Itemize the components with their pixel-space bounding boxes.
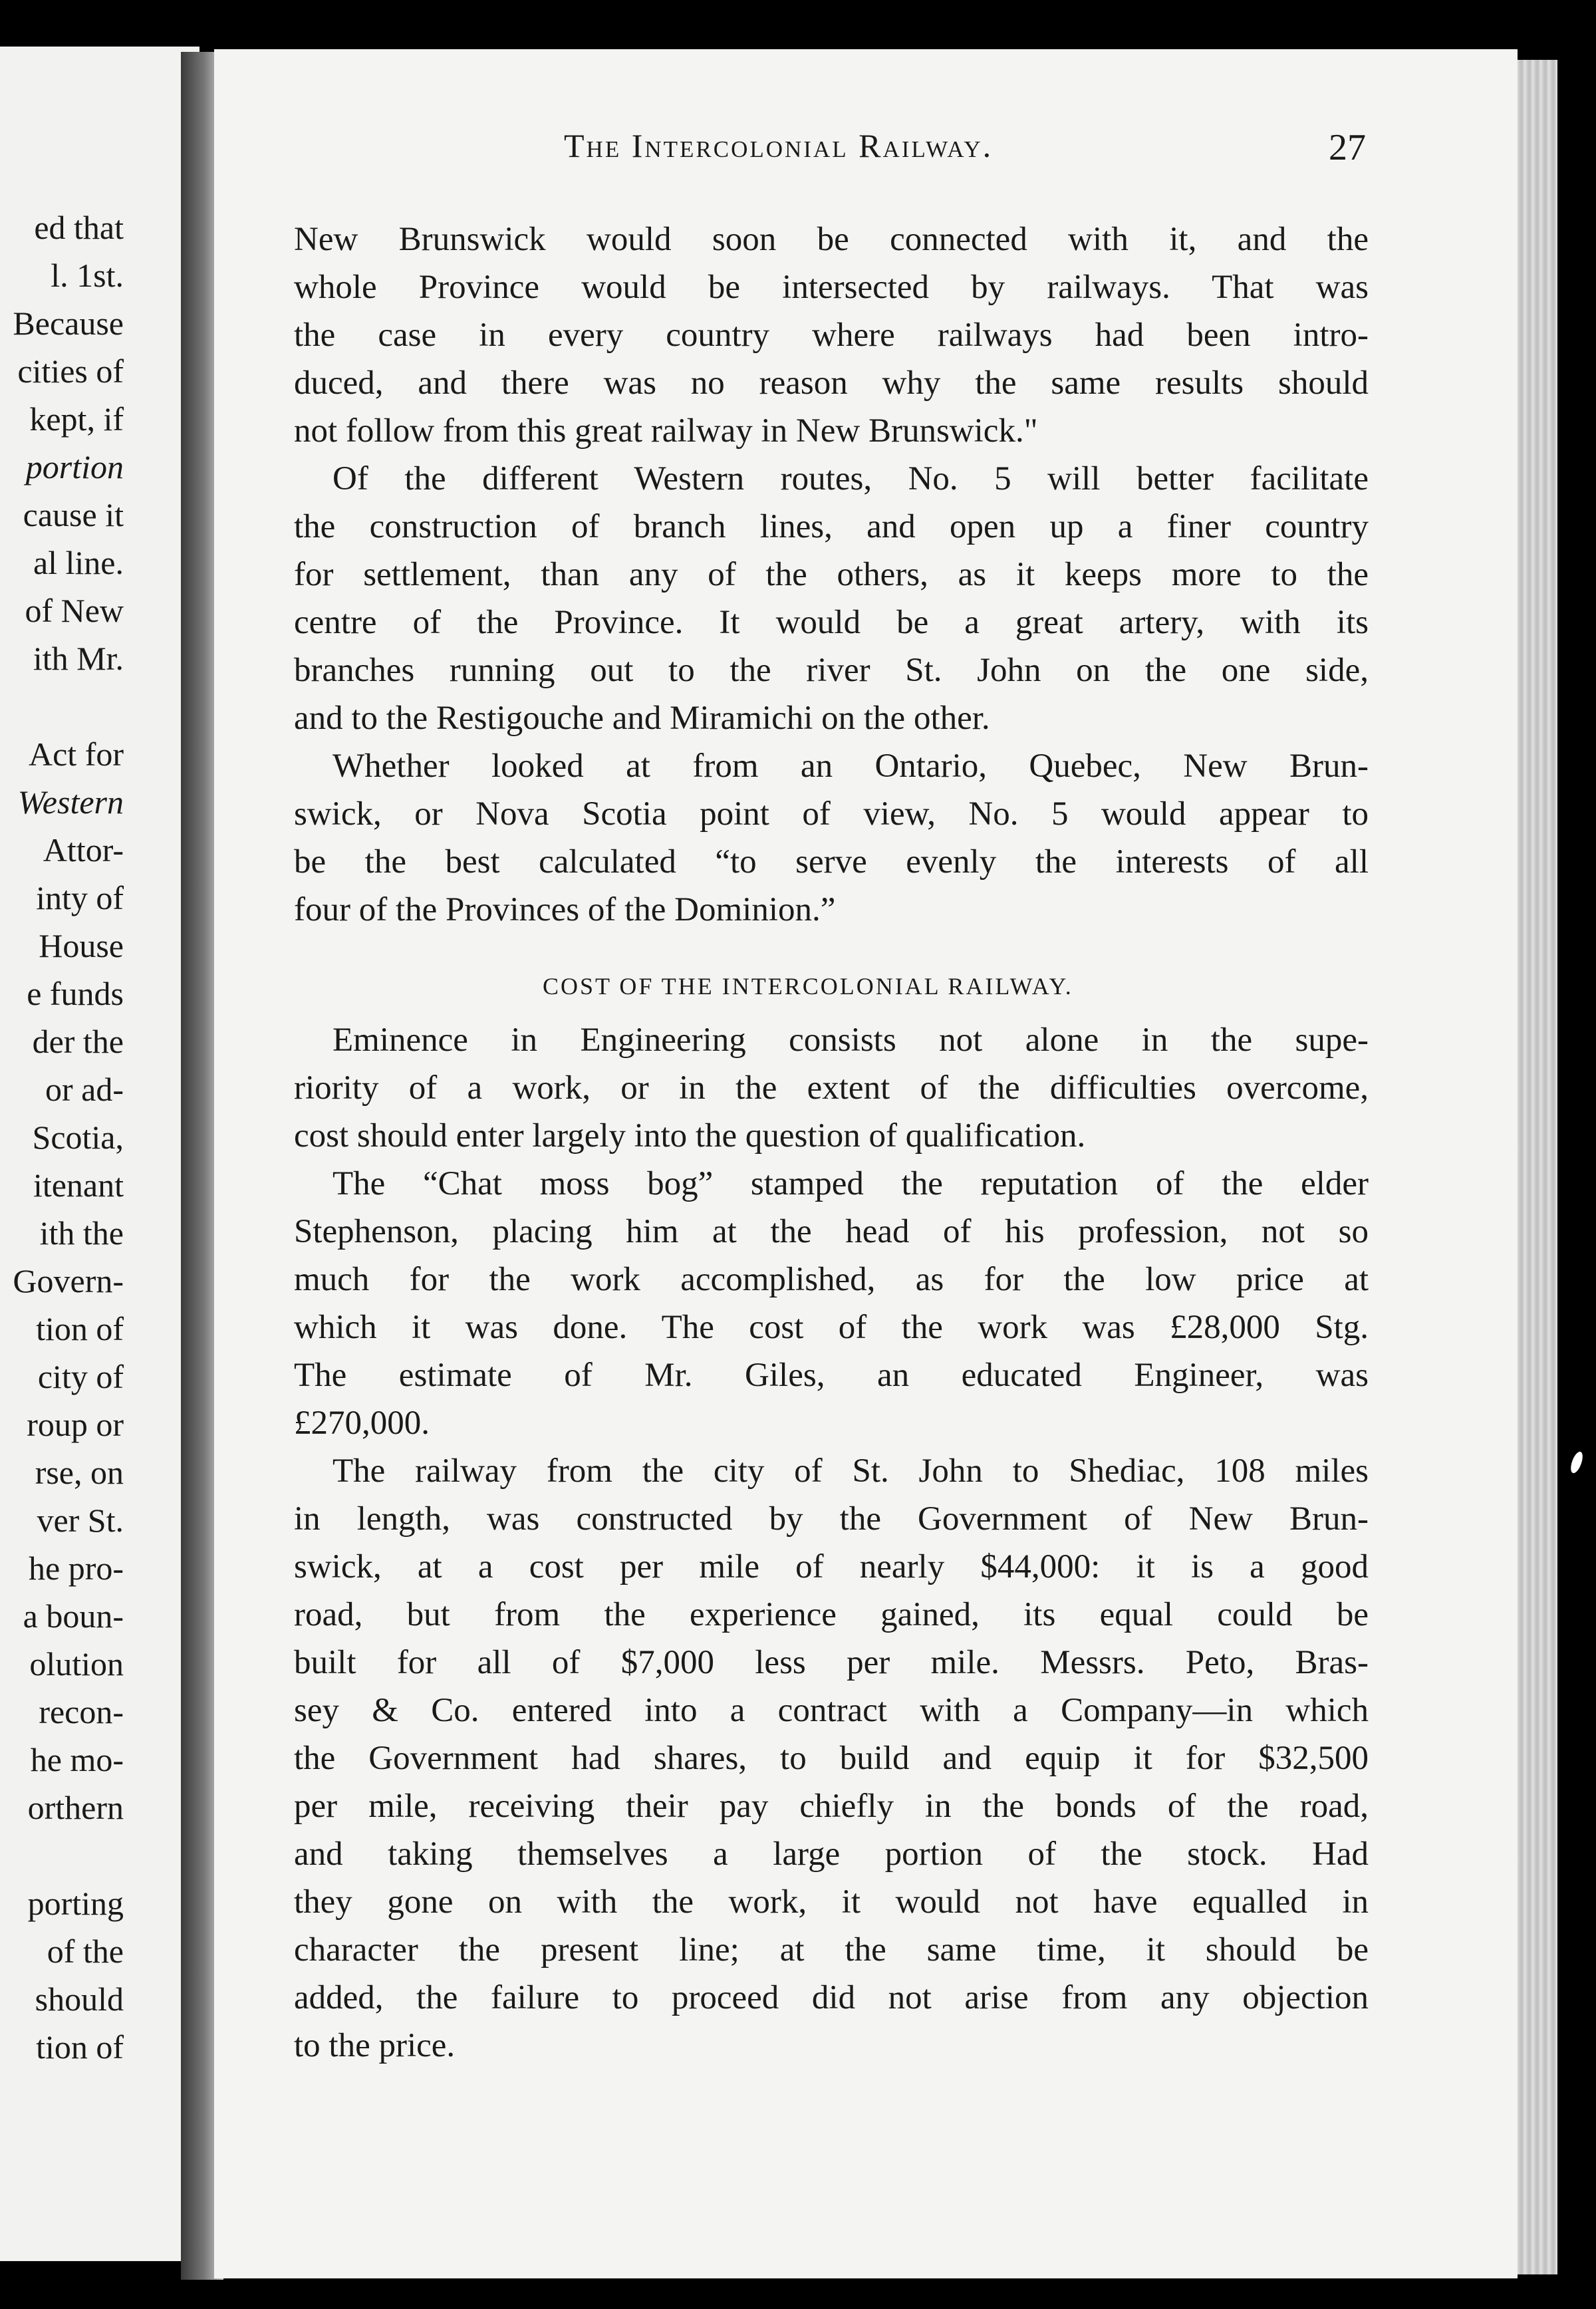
body-line: and taking themselves a large portion of the stock. Had: [294, 1835, 1369, 1873]
body-line: the construction of branch lines, and open up a finer country: [294, 508, 1369, 545]
body-line: the Government had shares, to build and equip it for $32,500: [294, 1740, 1369, 1777]
body-line: Of the different Western routes, No. 5 will better facilitate: [332, 460, 1369, 497]
left-page-fragment: cause it: [23, 496, 124, 533]
body-line: sey & Co. entered into a contract with a Company—in which: [294, 1692, 1369, 1729]
body-line: built for all of $7,000 less per mile. Messrs. Peto, Bras-: [294, 1644, 1369, 1681]
left-page-fragment: of New: [25, 592, 124, 629]
body-line: to the price.: [294, 2027, 456, 2064]
left-page-fragment: Western: [17, 783, 124, 821]
left-page-fragment: he pro-: [29, 1550, 124, 1587]
left-page-fragment: Because: [13, 305, 124, 342]
body-line: for settlement, than any of the others, as it keeps more to the: [294, 556, 1369, 593]
left-page-fragment: Scotia,: [32, 1119, 124, 1156]
body-line: the case in every country where railways had been intro-: [294, 317, 1369, 354]
left-page-fragment: der the: [32, 1023, 124, 1060]
left-page: [0, 47, 200, 2261]
running-header: [564, 126, 993, 165]
running-header-title: The Intercolonial Railway.: [564, 127, 994, 164]
left-page-fragment: portion: [25, 448, 124, 485]
left-page-fragment: rse, on: [35, 1454, 124, 1491]
left-page-fragment: city of: [37, 1358, 124, 1395]
body-line: duced, and there was no reason why the same results should: [294, 364, 1369, 402]
body-line: four of the Provinces of the Dominion.”: [294, 891, 836, 928]
left-page-fragment: orthern: [27, 1789, 124, 1826]
body-line: Whether looked at from an Ontario, Quebec, New Brun-: [332, 747, 1369, 785]
body-line: in length, was constructed by the Government of New Brun-: [294, 1500, 1369, 1538]
body-line: The railway from the city of St. John to Shediac, 108 miles: [332, 1452, 1369, 1490]
body-line: branches running out to the river St. John on the one side,: [294, 652, 1369, 689]
left-page-fragment: should: [35, 1980, 124, 2018]
page-edges: [1518, 60, 1557, 2274]
left-page-fragment: kept, if: [29, 400, 124, 438]
body-line: road, but from the experience gained, its equal could be: [294, 1596, 1369, 1633]
body-line: New Brunswick would soon be connected with it, and the: [294, 221, 1369, 258]
body-line: swick, or Nova Scotia point of view, No. 5 would appear to: [294, 795, 1369, 833]
body-line: Eminence in Engineering consists not alone in the supe-: [332, 1021, 1369, 1059]
body-line: not follow from this great railway in New Brunswick.": [294, 412, 1038, 450]
left-page-fragment: tion of: [36, 1310, 124, 1347]
left-page-fragment: Attor-: [43, 831, 124, 869]
left-page-fragment: recon-: [39, 1693, 124, 1730]
body-line: whole Province would be intersected by railways. That was: [294, 269, 1369, 306]
page-number: 27: [1329, 127, 1366, 168]
body-line: Stephenson, placing him at the head of his profession, not so: [294, 1213, 1369, 1250]
body-line: which it was done. The cost of the work was £28,000 Stg.: [294, 1309, 1369, 1346]
left-page-fragment: ith Mr.: [33, 640, 124, 677]
left-page-fragment: porting: [27, 1885, 124, 1922]
left-page-fragment: ith the: [39, 1214, 124, 1252]
left-page-fragment: olution: [29, 1645, 124, 1683]
body-line: added, the failure to proceed did not arise from any objection: [294, 1979, 1369, 2016]
body-line: riority of a work, or in the extent of the difficulties overcome,: [294, 1069, 1369, 1107]
left-page-fragment: Act for: [29, 736, 124, 773]
left-page-fragment: or ad-: [45, 1071, 124, 1108]
left-page-fragment: l. 1st.: [51, 257, 124, 294]
left-page-fragment: a boun-: [23, 1597, 124, 1635]
left-page-fragment: of the: [47, 1933, 124, 1970]
body-line: per mile, receiving their pay chiefly in the bonds of the road,: [294, 1788, 1369, 1825]
left-page-fragment: e funds: [27, 975, 124, 1012]
body-line: and to the Restigouche and Miramichi on the other.: [294, 700, 990, 737]
left-page-fragment: al line.: [33, 544, 124, 581]
left-page-fragment: tion of: [36, 2028, 124, 2066]
left-page-fragment: roup or: [27, 1406, 124, 1443]
body-line: they gone on with the work, it would not have equalled in: [294, 1883, 1369, 1921]
left-page-fragment: ed that: [34, 209, 124, 246]
body-line: The estimate of Mr. Giles, an educated Engineer, was: [294, 1357, 1369, 1394]
left-page-fragment: itenant: [33, 1166, 124, 1204]
left-page-fragment: cities of: [17, 352, 124, 390]
body-line: much for the work accomplished, as for the low price at: [294, 1261, 1369, 1298]
body-line: £270,000.: [294, 1405, 430, 1442]
section-heading: COST OF THE INTERCOLONIAL RAILWAY.: [543, 973, 1073, 1000]
body-line: swick, at a cost per mile of nearly $44,000: it is a good: [294, 1548, 1369, 1585]
body-line: The “Chat moss bog” stamped the reputation of the elder: [332, 1165, 1369, 1202]
body-line: centre of the Province. It would be a great artery, with its: [294, 604, 1369, 641]
left-page-fragment: Govern-: [13, 1262, 124, 1299]
left-page-fragment: House: [39, 927, 124, 964]
body-line: character the present line; at the same time, it should be: [294, 1931, 1369, 1969]
body-line: cost should enter largely into the question of qualification.: [294, 1117, 1086, 1154]
left-page-fragment: ver St.: [37, 1502, 124, 1539]
body-line: be the best calculated “to serve evenly the interests of all: [294, 843, 1369, 881]
left-page-fragment: he mo-: [30, 1741, 124, 1778]
left-page-fragment: inty of: [36, 879, 124, 916]
dust-speck: [1569, 1450, 1585, 1475]
